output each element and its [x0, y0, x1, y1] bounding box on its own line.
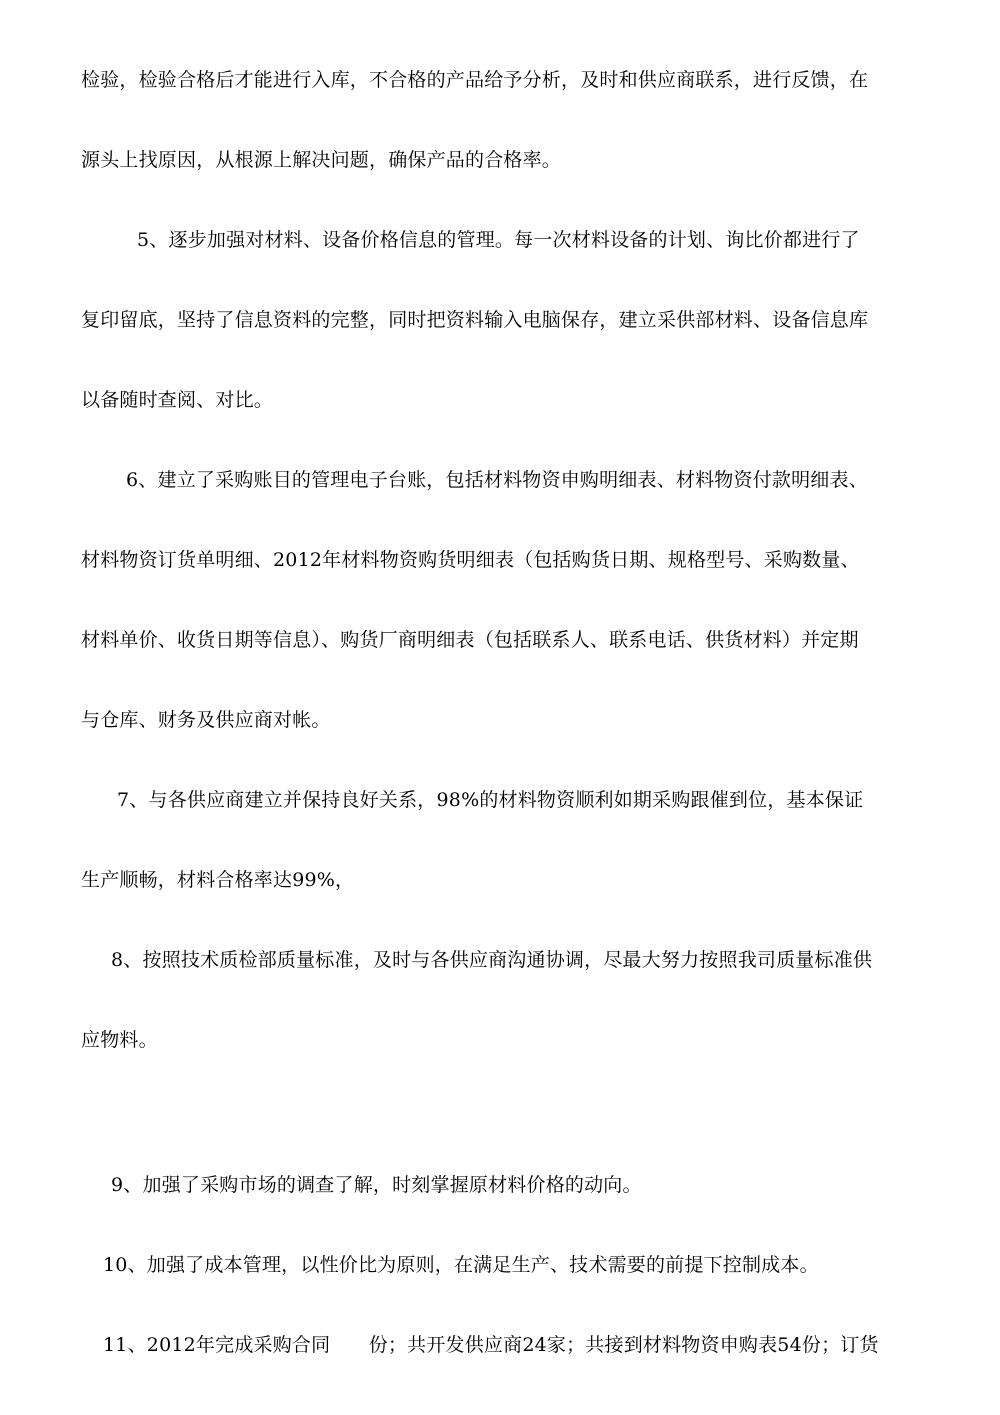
paragraph-line: 源头上找原因，从根源上解决问题，确保产品的合格率。 [81, 149, 562, 171]
paragraph-line: 复印留底，坚持了信息资料的完整，同时把资料输入电脑保存，建立采供部材料、设备信息库 [81, 309, 869, 331]
paragraph-line: 材料物资订货单明细、2012年材料物资购货明细表（包括购货日期、规格型号、采购数量、 [81, 549, 860, 571]
paragraph-line: 9、加强了采购市场的调查了解，时刻掌握原材料价格的动向。 [111, 1174, 642, 1196]
paragraph-line: 6、建立了采购账目的管理电子台账，包括材料物资申购明细表、材料物资付款明细表、 [126, 469, 868, 491]
paragraph-line: 7、与各供应商建立并保持良好关系，98%的材料物资顺利如期采购跟催到位，基本保证 [117, 789, 864, 811]
paragraph-line: 应物料。 [81, 1029, 158, 1051]
paragraph-line: 5、逐步加强对材料、设备价格信息的管理。每一次材料设备的计划、询比价都进行了 [137, 229, 860, 251]
paragraph-line: 以备随时查阅、对比。 [81, 389, 274, 411]
paragraph-line: 11、2012年完成采购合同 份；共开发供应商24家；共接到材料物资申购表54份；订货 [103, 1334, 879, 1356]
paragraph-line: 生产顺畅，材料合格率达99%， [81, 869, 355, 891]
paragraph-line: 检验，检验合格后才能进行入库，不合格的产品给予分析，及时和供应商联系，进行反馈，在 [81, 69, 869, 91]
paragraph-line: 与仓库、财务及供应商对帐。 [81, 709, 331, 731]
paragraph-line: 10、加强了成本管理，以性价比为原则，在满足生产、技术需要的前提下控制成本。 [103, 1254, 819, 1276]
paragraph-line: 材料单价、收货日期等信息）、购货厂商明细表（包括联系人、联系电话、供货材料）并定期 [81, 629, 859, 651]
paragraph-line: 8、按照技术质检部质量标准，及时与各供应商沟通协调，尽最大努力按照我司质量标准供 [111, 949, 873, 971]
